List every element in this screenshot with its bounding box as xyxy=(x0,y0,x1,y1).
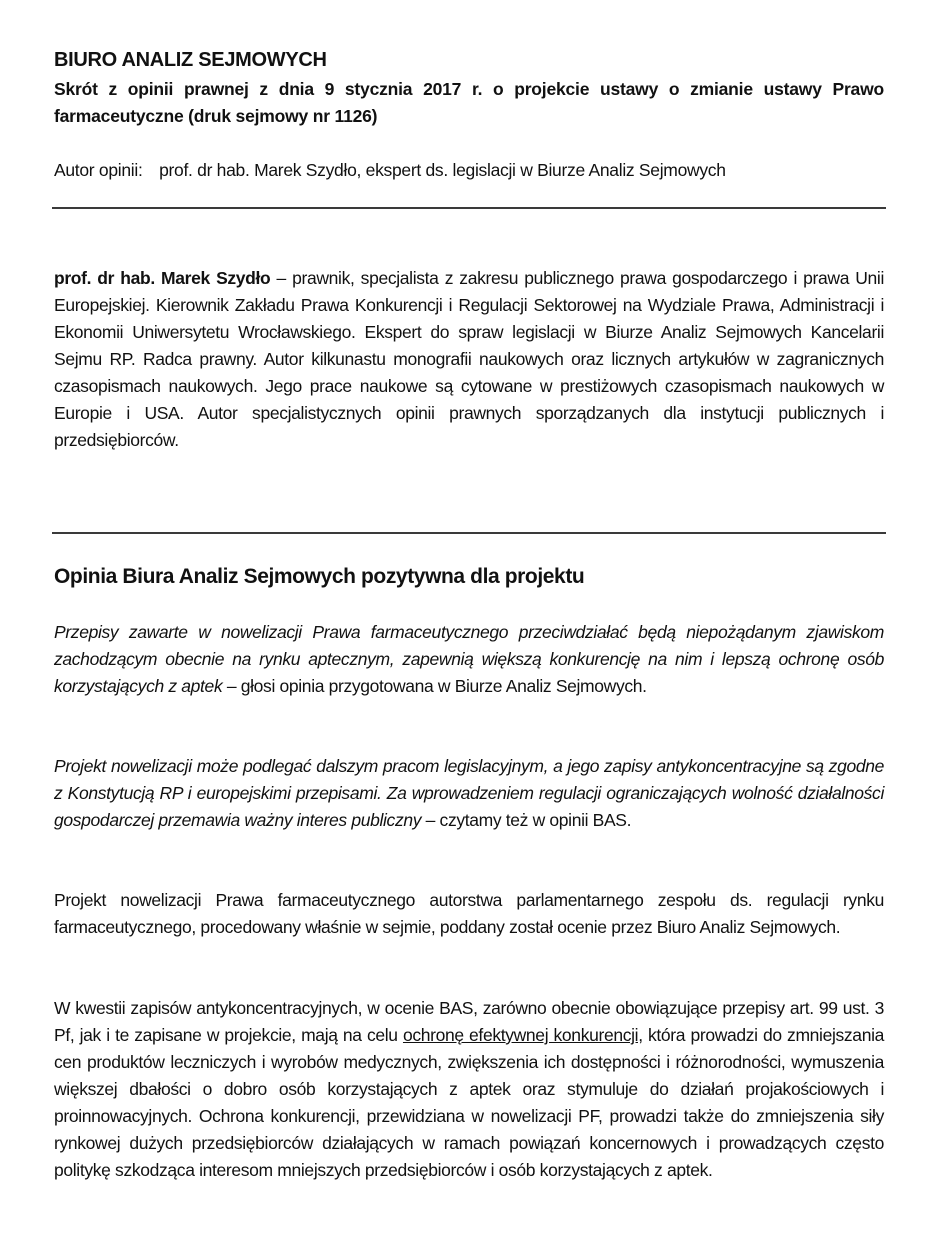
paragraph-4-underlined-phrase: ochronę efektywnej konkurencji, xyxy=(402,1025,643,1045)
section-title: Opinia Biura Analiz Sejmowych pozytywna dla projektu xyxy=(54,565,585,588)
paragraph-1-quote: Przepisy zawarte w nowelizacji Prawa farmaceutycznego przeciwdziałać będą niepożądanym zjawiskom zachodzącym obecnie na rynku aptecznym, zapewnią większą konkurencję na nim i lepszą ochronę osób korzystających z aptek xyxy=(54,622,884,696)
paragraph-1-attribution: – głosi opinia przygotowana w Biurze Analiz Sejmowych. xyxy=(222,676,647,696)
bio-name: prof. dr hab. Marek Szydło xyxy=(54,268,271,288)
author-label: Autor opinii: xyxy=(54,160,143,180)
paragraph-3: Projekt nowelizacji Prawa farmaceutycznego autorstwa parlamentarnego zespołu ds. regulacji rynku farmaceutycznego, procedowany właśnie w sejmie, poddany został ocenie przez Biuro Analiz Sejmowych. xyxy=(54,890,884,937)
paragraph-4-intro: W kwestii zapisów antykoncentracyjnych, w ocenie BAS, zarówno obecnie obowiązujące przepisy art. 99 ust. 3 Pf, jak i te zapisane w projekcie, mają na celu xyxy=(54,998,884,1045)
paragraph-2-quote: Projekt nowelizacji może podlegać dalszym pracom legislacyjnym, a jego zapisy antykoncentracyjne są zgodne z Konstytucją RP i europejskimi przepisami. Za wprowadzeniem regulacji ograniczających wolność działalności gospodarczej przemawia ważny interes publiczny xyxy=(54,756,884,830)
author-value: prof. dr hab. Marek Szydło, ekspert ds. legislacji w Biurze Analiz Sejmowych xyxy=(159,160,726,180)
author-line xyxy=(54,157,884,183)
paragraph-2-attribution: – czytamy też w opinii BAS. xyxy=(421,810,632,830)
paragraph-1 xyxy=(54,619,884,700)
divider-top xyxy=(52,207,886,209)
paragraph-4 xyxy=(54,995,884,1184)
paragraph-2 xyxy=(54,753,884,834)
author-bio xyxy=(54,265,884,454)
organization-heading: BIURO ANALIZ SEJMOWYCH xyxy=(54,49,327,71)
document-subtitle: Skrót z opinii prawnej z dnia 9 stycznia 2017 r. o projekcie ustawy o zmianie ustawy Prawo farmaceutyczne (druk sejmowy nr 1126) xyxy=(54,79,884,126)
bio-text: – prawnik, specjalista z zakresu publicznego prawa gospodarczego i prawa Unii Europejskiej. Kierownik Zakładu Prawa Konkurencji i Regulacji Sektorowej na Wydziale Prawa, Administracji i Ekonomii Uniwersytetu Wrocławskiego. Ekspert do spraw legislacji w Biurze Analiz Sejmowych Kancelarii Sejmu RP. Radca prawny. Autor kilkunastu monografii naukowych oraz licznych artykułów w zagranicznych czasopismach naukowych. Jego prace naukowe są cytowane w prestiżowych czasopismach naukowych w Europie i USA. Autor specjalistycznych opinii prawnych sporządzanych dla instytucji publicznych i przedsiębiorców. xyxy=(54,268,885,450)
paragraph-4-rest: która prowadzi do zmniejszania cen produktów leczniczych i wyrobów medycznych, zwiększenia ich dostępności i różnorodności, wymuszenia większej dbałości o dobro osób korzystających z aptek oraz stymuluje do działań projakościowych i proinnowacyjnych. Ochrona konkurencji, przewidziana w nowelizacji PF, prowadzi także do zmniejszenia siły rynkowej dużych przedsiębiorców działających w ramach powiązań koncernowych i prowadzących często politykę szkodząca interesom mniejszych przedsiębiorców i osób korzystających z aptek. xyxy=(54,1025,884,1180)
divider-middle xyxy=(52,532,886,534)
